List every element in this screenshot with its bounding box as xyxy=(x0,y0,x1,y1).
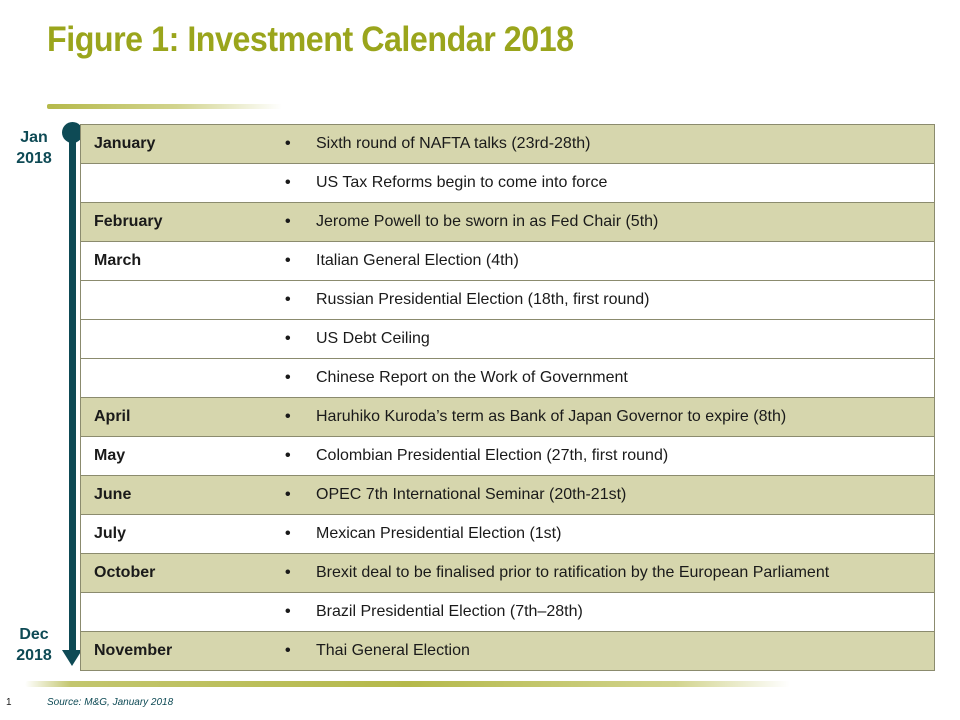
calendar-event-cell xyxy=(272,398,935,437)
calendar-event: Italian General Election (4th) xyxy=(316,252,519,269)
timeline-start-month: Jan xyxy=(20,129,48,146)
page-title: Figure 1: Investment Calendar 2018 xyxy=(47,20,574,59)
investment-calendar-table xyxy=(80,124,935,671)
footer-divider xyxy=(25,681,790,687)
calendar-event-cell xyxy=(272,476,935,515)
timeline-arrow-icon xyxy=(62,650,82,666)
calendar-event: Jerome Powell to be sworn in as Fed Chair (5th) xyxy=(316,213,659,230)
calendar-month: April xyxy=(81,398,273,437)
calendar-event: Sixth round of NAFTA talks (23rd-28th) xyxy=(316,135,591,152)
calendar-month: February xyxy=(81,203,273,242)
bullet-icon: • xyxy=(285,642,291,659)
timeline-end-label xyxy=(6,624,62,666)
bullet-icon: • xyxy=(285,408,291,425)
calendar-event-cell xyxy=(272,515,935,554)
calendar-row xyxy=(81,320,935,359)
calendar-event: Thai General Election xyxy=(316,642,470,659)
calendar-month: January xyxy=(81,125,273,164)
bullet-icon: • xyxy=(285,603,291,620)
calendar-month: May xyxy=(81,437,273,476)
calendar-event-cell xyxy=(272,359,935,398)
calendar-event: Brazil Presidential Election (7th–28th) xyxy=(316,603,583,620)
calendar-month: June xyxy=(81,476,273,515)
calendar-event-cell xyxy=(272,164,935,203)
timeline-start-label xyxy=(6,127,62,169)
bullet-icon: • xyxy=(285,135,291,152)
calendar-event-cell xyxy=(272,593,935,632)
calendar-event: OPEC 7th International Seminar (20th-21st) xyxy=(316,486,627,503)
calendar-event-cell xyxy=(272,281,935,320)
calendar-row xyxy=(81,203,935,242)
bullet-icon: • xyxy=(285,564,291,581)
bullet-icon: • xyxy=(285,486,291,503)
calendar-event: US Tax Reforms begin to come into force xyxy=(316,174,608,191)
calendar-event: Brexit deal to be finalised prior to ratification by the European Parliament xyxy=(316,564,830,581)
calendar-row xyxy=(81,632,935,671)
calendar-row xyxy=(81,476,935,515)
calendar-month: November xyxy=(81,632,273,671)
bullet-icon: • xyxy=(285,213,291,230)
bullet-icon: • xyxy=(285,369,291,386)
timeline-start-year: 2018 xyxy=(16,150,52,167)
calendar-month xyxy=(81,320,273,359)
timeline-line xyxy=(69,132,76,652)
bullet-icon: • xyxy=(285,330,291,347)
source-note: Source: M&G, January 2018 xyxy=(47,697,174,708)
calendar-row xyxy=(81,125,935,164)
calendar-event-cell xyxy=(272,203,935,242)
calendar-event-cell xyxy=(272,554,935,593)
calendar-month: July xyxy=(81,515,273,554)
calendar-row xyxy=(81,242,935,281)
calendar-month xyxy=(81,164,273,203)
calendar-row xyxy=(81,359,935,398)
title-underline xyxy=(47,104,282,109)
calendar-month xyxy=(81,593,273,632)
calendar-event: Chinese Report on the Work of Government xyxy=(316,369,628,386)
calendar-event: US Debt Ceiling xyxy=(316,330,430,347)
calendar-row xyxy=(81,554,935,593)
calendar-row xyxy=(81,281,935,320)
calendar-row xyxy=(81,593,935,632)
calendar-row xyxy=(81,164,935,203)
bullet-icon: • xyxy=(285,291,291,308)
bullet-icon: • xyxy=(285,252,291,269)
calendar-row xyxy=(81,437,935,476)
calendar-event: Russian Presidential Election (18th, first round) xyxy=(316,291,650,308)
bullet-icon: • xyxy=(285,174,291,191)
calendar-row xyxy=(81,398,935,437)
calendar-event: Colombian Presidential Election (27th, first round) xyxy=(316,447,669,464)
calendar-month: March xyxy=(81,242,273,281)
timeline-end-month: Dec xyxy=(19,626,49,643)
calendar-event-cell xyxy=(272,320,935,359)
calendar-event-cell xyxy=(272,242,935,281)
calendar-month xyxy=(81,281,273,320)
bullet-icon: • xyxy=(285,447,291,464)
calendar-event: Haruhiko Kuroda’s term as Bank of Japan Governor to expire (8th) xyxy=(316,408,787,425)
calendar-month: October xyxy=(81,554,273,593)
bullet-icon: • xyxy=(285,525,291,542)
calendar-event-cell xyxy=(272,125,935,164)
calendar-event-cell xyxy=(272,437,935,476)
calendar-row xyxy=(81,515,935,554)
calendar-event-cell xyxy=(272,632,935,671)
calendar-event: Mexican Presidential Election (1st) xyxy=(316,525,562,542)
page-number: 1 xyxy=(6,697,12,708)
timeline-end-year: 2018 xyxy=(16,647,52,664)
calendar-month xyxy=(81,359,273,398)
